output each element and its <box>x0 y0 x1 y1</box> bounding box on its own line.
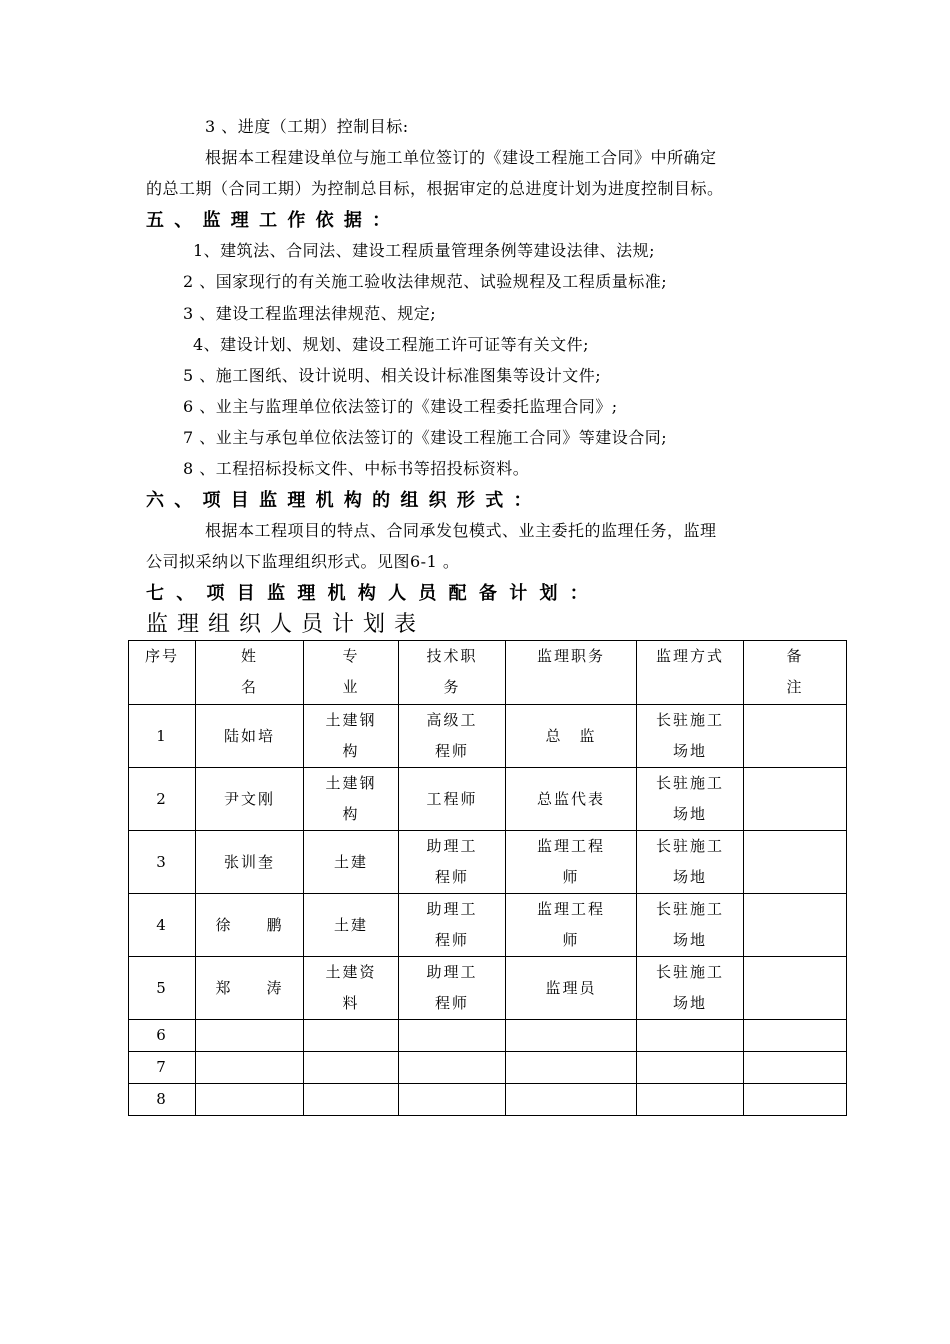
cell-name: 郑 涛 <box>196 957 304 1020</box>
cell-remark <box>744 957 847 1020</box>
section-five-heading: 五 、 监 理 工 作 依 据 ： <box>146 210 393 231</box>
table-row <box>129 1052 847 1084</box>
table-row <box>129 705 847 768</box>
cell-empty <box>506 1084 637 1116</box>
cell-empty <box>399 1084 506 1116</box>
cell-no: 7 <box>129 1052 196 1084</box>
cell-no: 6 <box>129 1020 196 1052</box>
paragraph-line: 根据本工程项目的特点、合同承发包模式、业主委托的监理任务，监理 <box>205 521 717 540</box>
cell-no: 4 <box>129 894 196 957</box>
cell-no: 8 <box>129 1084 196 1116</box>
cell-empty <box>744 1084 847 1116</box>
header-major: 专 业 <box>304 641 399 705</box>
paragraph-line: 公司拟采纳以下监理组织形式。见图6-1 。 <box>146 552 460 571</box>
cell-empty <box>399 1020 506 1052</box>
cell-title: 工程师 <box>399 768 506 831</box>
cell-post: 监理工程 师 <box>506 831 637 894</box>
cell-empty <box>744 1052 847 1084</box>
cell-mode: 长驻施工 场地 <box>637 705 744 768</box>
header-remark: 备 注 <box>744 641 847 705</box>
cell-remark <box>744 705 847 768</box>
table-row <box>129 831 847 894</box>
cell-mode: 长驻施工 场地 <box>637 831 744 894</box>
table-row <box>129 768 847 831</box>
cell-post: 总监代表 <box>506 768 637 831</box>
cell-no: 3 <box>129 831 196 894</box>
header-post: 监理职务 <box>506 641 637 705</box>
list-item: 6 、业主与监理单位依法签订的《建设工程委托监理合同》; <box>183 397 618 416</box>
cell-major: 土建钢 构 <box>304 705 399 768</box>
cell-empty <box>744 1020 847 1052</box>
header-mode: 监理方式 <box>637 641 744 705</box>
cell-post: 监理工程 师 <box>506 894 637 957</box>
header-no: 序号 <box>129 641 196 705</box>
list-item: 1、建筑法、合同法、建设工程质量管理条例等建设法律、法规; <box>193 241 656 260</box>
cell-empty <box>506 1052 637 1084</box>
table-title: 监理组织人员计划表 <box>146 612 426 637</box>
cell-empty <box>196 1020 304 1052</box>
list-item: 2 、国家现行的有关施工验收法律规范、试验规程及工程质量标准; <box>183 272 668 291</box>
cell-major: 土建资 料 <box>304 957 399 1020</box>
cell-empty <box>506 1020 637 1052</box>
header-title: 技术职 务 <box>399 641 506 705</box>
list-item: 4、建设计划、规划、建设工程施工许可证等有关文件; <box>193 335 590 354</box>
cell-empty <box>196 1084 304 1116</box>
cell-mode: 长驻施工 场地 <box>637 768 744 831</box>
staff-plan-table <box>128 640 847 1116</box>
cell-empty <box>304 1052 399 1084</box>
cell-post: 监理员 <box>506 957 637 1020</box>
list-item: 3 、建设工程监理法律规范、规定; <box>183 304 437 323</box>
list-item: 8 、工程招标投标文件、中标书等招投标资料。 <box>183 459 530 478</box>
cell-title: 助理工 程师 <box>399 957 506 1020</box>
cell-remark <box>744 768 847 831</box>
section-six-heading: 六 、 项 目 监 理 机 构 的 组 织 形 式 ： <box>146 490 534 511</box>
progress-goal-heading: 3 、进度（工期）控制目标: <box>205 117 409 136</box>
cell-major: 土建 <box>304 894 399 957</box>
cell-empty <box>637 1052 744 1084</box>
cell-no: 1 <box>129 705 196 768</box>
cell-name: 徐 鹏 <box>196 894 304 957</box>
cell-remark <box>744 831 847 894</box>
cell-name: 陆如培 <box>196 705 304 768</box>
table-row <box>129 957 847 1020</box>
paragraph-line: 的总工期（合同工期）为控制总目标，根据审定的总进度计划为进度控制目标。 <box>146 179 724 198</box>
cell-mode: 长驻施工 场地 <box>637 957 744 1020</box>
list-item: 7 、业主与承包单位依法签订的《建设工程施工合同》等建设合同; <box>183 428 668 447</box>
cell-major: 土建钢 构 <box>304 768 399 831</box>
cell-mode: 长驻施工 场地 <box>637 894 744 957</box>
cell-post: 总 监 <box>506 705 637 768</box>
cell-name: 尹文刚 <box>196 768 304 831</box>
list-item: 5 、施工图纸、设计说明、相关设计标准图集等设计文件; <box>183 366 602 385</box>
cell-title: 助理工 程师 <box>399 831 506 894</box>
table-row <box>129 1020 847 1052</box>
cell-empty <box>304 1020 399 1052</box>
cell-empty <box>196 1052 304 1084</box>
cell-no: 5 <box>129 957 196 1020</box>
cell-empty <box>399 1052 506 1084</box>
table-row <box>129 894 847 957</box>
header-name: 姓 名 <box>196 641 304 705</box>
cell-empty <box>637 1084 744 1116</box>
cell-title: 助理工 程师 <box>399 894 506 957</box>
table-row <box>129 1084 847 1116</box>
cell-empty <box>304 1084 399 1116</box>
section-seven-heading: 七 、 项 目 监 理 机 构 人 员 配 备 计 划 ： <box>146 583 591 604</box>
cell-title: 高级工 程师 <box>399 705 506 768</box>
paragraph-line: 根据本工程建设单位与施工单位签订的《建设工程施工合同》中所确定 <box>205 148 717 167</box>
table-header-row <box>129 641 847 705</box>
cell-empty <box>637 1020 744 1052</box>
cell-major: 土建 <box>304 831 399 894</box>
cell-remark <box>744 894 847 957</box>
cell-name: 张训奎 <box>196 831 304 894</box>
cell-no: 2 <box>129 768 196 831</box>
